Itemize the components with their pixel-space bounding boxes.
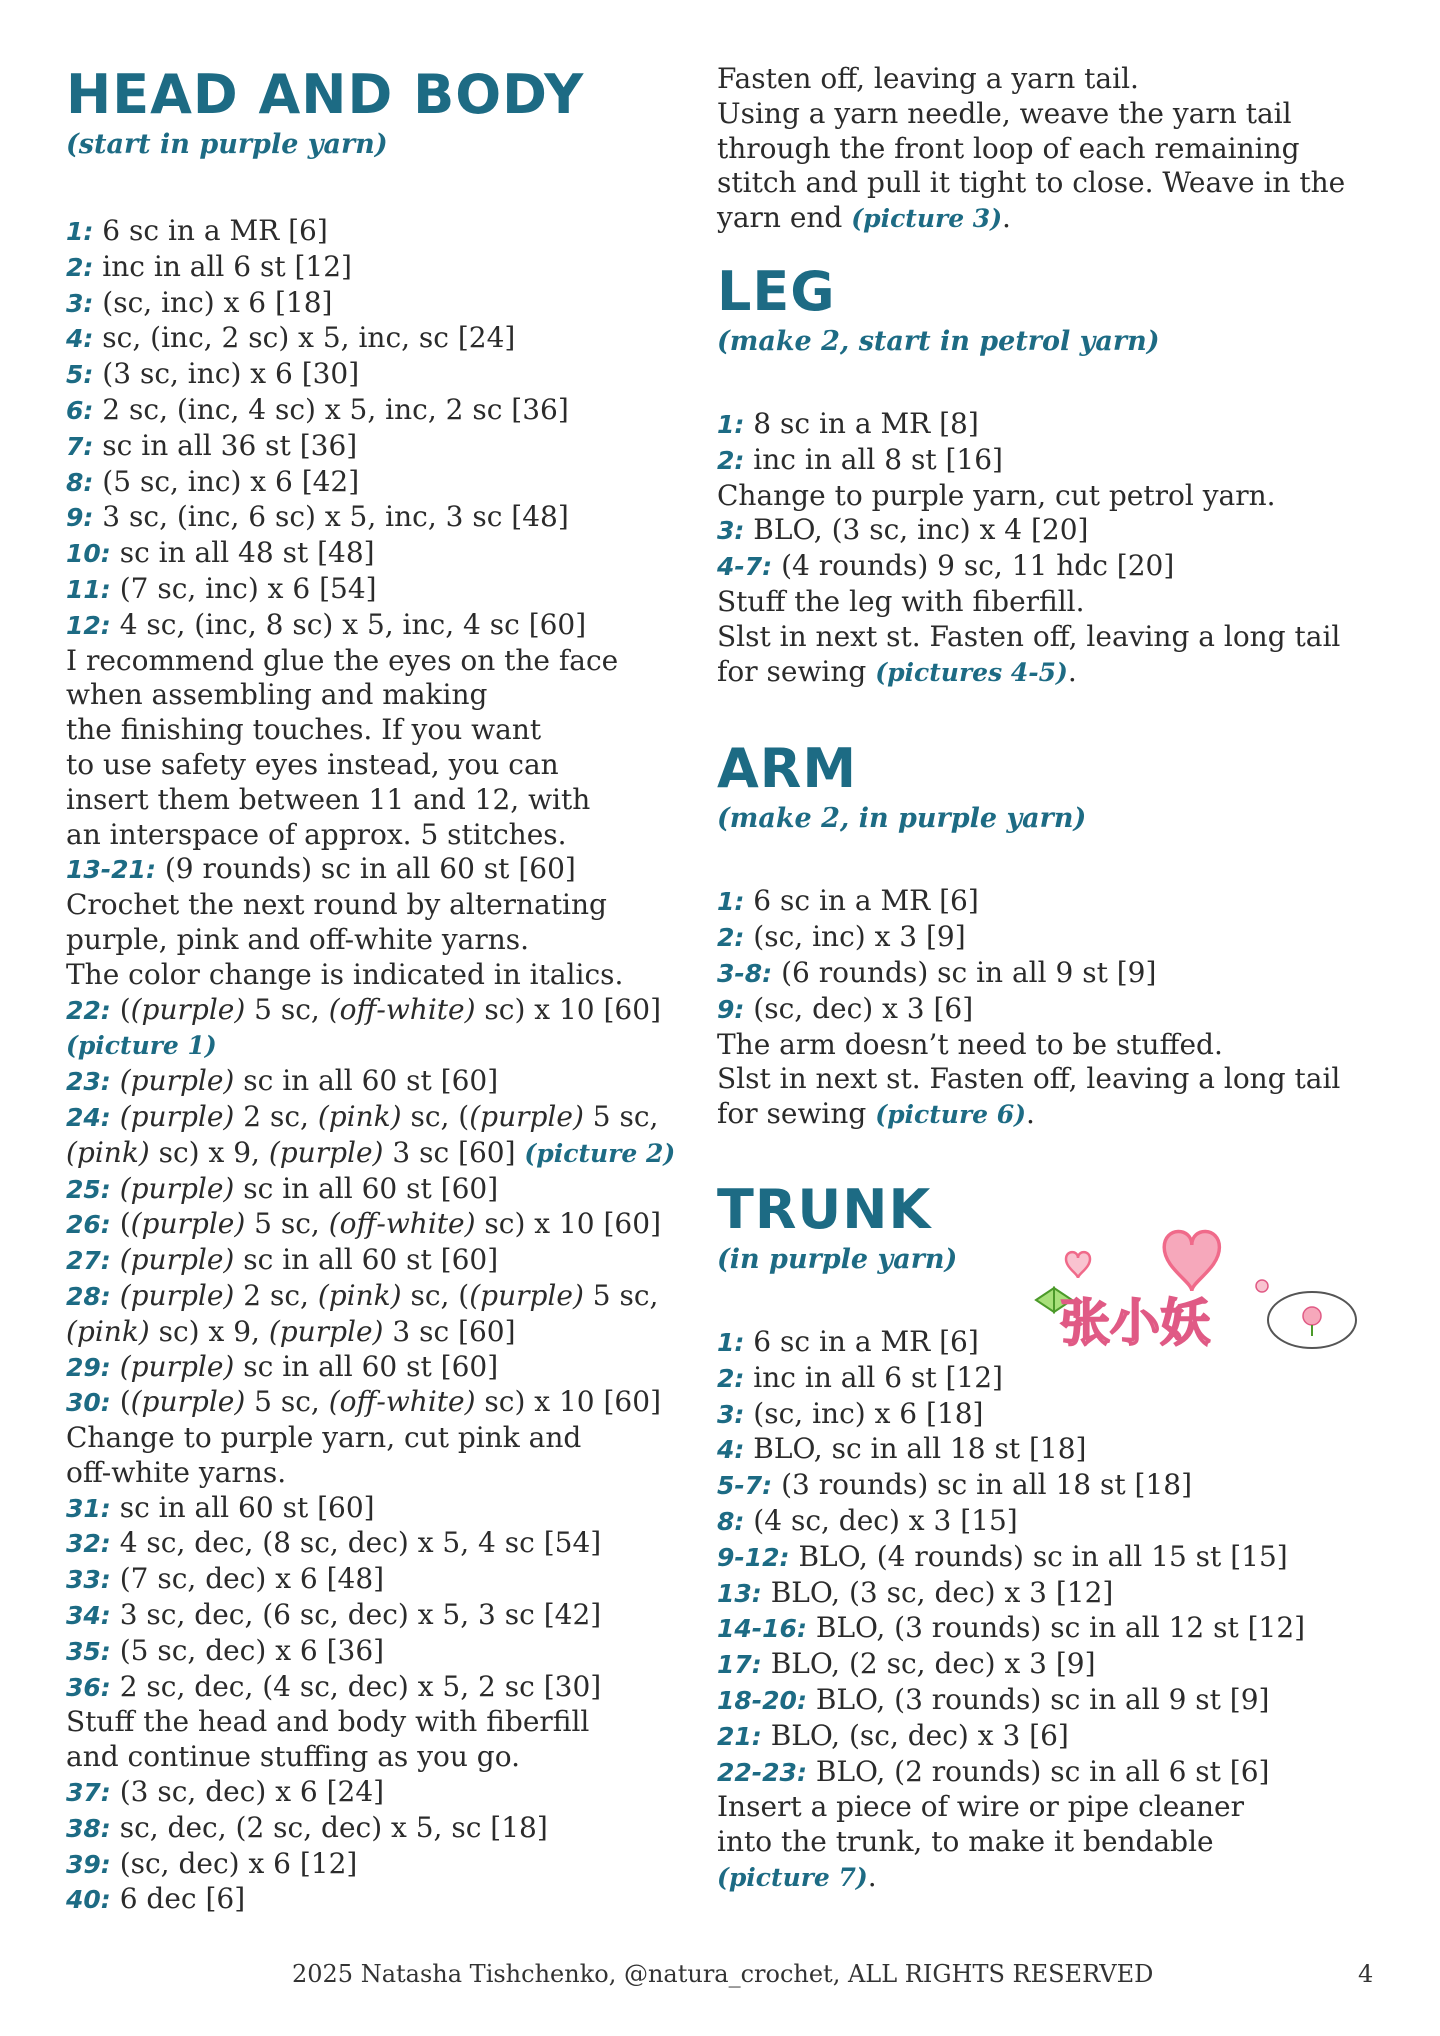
instruction-line: [66, 1811, 706, 1847]
round-number: 1:: [717, 887, 745, 917]
instruction-line: [717, 479, 1397, 514]
round-number: 24:: [66, 1102, 111, 1132]
instruction-line: [717, 1540, 1397, 1576]
instruction-text: 6 sc in a MR [6]: [744, 1324, 979, 1358]
instruction-line: [717, 1825, 1397, 1860]
picture-reference: (pictures 4-5): [875, 657, 1068, 687]
color-indicator: (purple): [119, 1278, 235, 1312]
instruction-line: [66, 1385, 706, 1421]
instruction-text: 5 sc,: [583, 1278, 659, 1312]
instruction-text: .: [1002, 201, 1011, 235]
instruction-line: [66, 572, 706, 608]
trunk-title: TRUNK: [717, 1177, 932, 1241]
round-number: 8:: [717, 1506, 745, 1536]
sticker-decoration: [1030, 1222, 1360, 1392]
round-number: 1:: [717, 1327, 745, 1357]
round-number: 6:: [66, 395, 94, 425]
instruction-line: [66, 1064, 706, 1100]
instruction-text: 5 sc,: [245, 1207, 329, 1241]
instruction-text: to use safety eyes instead, you can: [66, 747, 559, 781]
instruction-text: into the trunk, to make it bendable: [717, 1825, 1214, 1859]
instruction-line: [66, 1775, 706, 1811]
instruction-text: Slst in next st. Fasten off, leaving a long tail: [717, 619, 1341, 653]
round-number: 10:: [66, 539, 111, 569]
instruction-text: Stuff the leg with fiberfill.: [717, 584, 1085, 618]
instruction-text: sc in all 60 st [60]: [234, 1064, 499, 1098]
footer-copyright: 2025 Natasha Tishchenko, @natura_crochet, ALL RIGHTS RESERVED: [292, 1960, 1154, 1988]
instruction-line: [66, 1562, 706, 1598]
instruction-text: sc) x 10 [60]: [475, 1207, 661, 1241]
page-number: 4: [1358, 1960, 1374, 1988]
round-number: 31:: [66, 1493, 111, 1523]
instruction-line: [66, 1172, 706, 1208]
right-column: [717, 0, 1397, 1896]
instruction-line: [66, 250, 706, 286]
instruction-line: [717, 992, 1397, 1028]
color-indicator: (purple): [268, 1314, 384, 1348]
trunk-subtitle: (in purple yarn): [717, 1243, 958, 1275]
instruction-text: sc in all 60 st [60]: [234, 1349, 499, 1383]
round-number: 8:: [66, 467, 94, 497]
picture-reference: (picture 3): [851, 204, 1003, 234]
instruction-line: [66, 923, 706, 958]
instruction-line: [66, 357, 706, 393]
round-number: 34:: [66, 1601, 111, 1631]
instruction-text: when assembling and making: [66, 678, 488, 712]
head-body-subtitle: (start in purple yarn): [66, 129, 388, 160]
instruction-line: [66, 1315, 706, 1350]
head-body-title: HEAD AND BODY: [66, 63, 585, 126]
instruction-line: [66, 958, 706, 993]
instruction-line: [66, 644, 706, 679]
leg-instructions: [717, 407, 1397, 690]
instruction-text: The color change is indicated in italics.: [66, 957, 624, 991]
instruction-text: and continue stuffing as you go.: [66, 1740, 520, 1774]
round-number: 35:: [66, 1636, 111, 1666]
instruction-line: [66, 852, 706, 888]
instruction-text: (7 sc, dec) x 6 [48]: [110, 1562, 385, 1596]
instruction-text: sc, dec, (2 sc, dec) x 5, sc [18]: [110, 1810, 548, 1844]
instruction-text: BLO, (2 rounds) sc in all 6 st [6]: [806, 1754, 1270, 1788]
instruction-line: [717, 132, 1397, 167]
instruction-line: [717, 407, 1397, 443]
instruction-text: stitch and pull it tight to close. Weave in the: [717, 166, 1346, 200]
instruction-line: [66, 1882, 706, 1918]
round-number: 3:: [717, 1399, 745, 1429]
instruction-line: [66, 1526, 706, 1562]
instruction-text: inc in all 6 st [12]: [744, 1360, 1003, 1394]
instruction-line: [66, 214, 706, 250]
instruction-line: [717, 585, 1397, 620]
instruction-text: 2 sc,: [234, 1278, 318, 1312]
instruction-line: [717, 1683, 1397, 1719]
instruction-text: sc in all 60 st [60]: [234, 1171, 499, 1205]
instruction-line: [717, 1028, 1397, 1063]
picture-reference: (picture 7): [717, 1862, 868, 1892]
left-column: [66, 0, 706, 1918]
instruction-line: [717, 62, 1397, 97]
instruction-text: sc, (: [401, 1278, 470, 1312]
color-indicator: (pink): [317, 1278, 402, 1312]
instruction-text: (sc, inc) x 6 [18]: [744, 1396, 984, 1430]
instruction-line: [717, 443, 1397, 479]
instruction-line: [66, 393, 706, 429]
instruction-text: (9 rounds) sc in all 60 st [60]: [155, 852, 576, 886]
instruction-text: (7 sc, inc) x 6 [54]: [110, 571, 377, 605]
instruction-text: sc in all 48 st [48]: [110, 536, 375, 570]
instruction-line: [66, 608, 706, 644]
instruction-line: [66, 500, 706, 536]
instruction-line: [717, 655, 1397, 691]
round-number: 30:: [66, 1388, 111, 1418]
dot-icon: [1256, 1280, 1268, 1292]
instruction-text: (: [110, 1385, 131, 1419]
round-number: 4:: [717, 1435, 745, 1465]
instruction-text: 2 sc,: [234, 1099, 318, 1133]
arm-title: ARM: [717, 737, 858, 801]
instruction-text: sc, (: [401, 1099, 470, 1133]
instruction-text: 3 sc, dec, (6 sc, dec) x 5, 3 sc [42]: [110, 1598, 602, 1632]
instruction-text: sc in all 60 st [60]: [234, 1243, 499, 1277]
instruction-line: [717, 513, 1397, 549]
instruction-text: Slst in next st. Fasten off, leaving a long tail: [717, 1062, 1341, 1096]
instruction-text: (5 sc, inc) x 6 [42]: [93, 464, 360, 498]
instruction-line: [66, 1350, 706, 1386]
head-body-instructions: [66, 214, 706, 1918]
round-number: 22-23:: [717, 1757, 807, 1787]
instruction-text: I recommend glue the eyes on the face: [66, 643, 619, 677]
instruction-text: for sewing: [717, 1097, 876, 1131]
instruction-line: [717, 1790, 1397, 1825]
instruction-text: 3 sc, (inc, 6 sc) x 5, inc, 3 sc [48]: [93, 500, 569, 534]
instruction-line: [66, 1136, 706, 1172]
round-number: 14-16:: [717, 1614, 807, 1644]
instruction-text: for sewing: [717, 654, 876, 688]
instruction-text: (: [110, 992, 131, 1026]
round-number: 5-7:: [717, 1471, 773, 1501]
instruction-text: 4 sc, dec, (8 sc, dec) x 5, 4 sc [54]: [110, 1526, 602, 1560]
round-number: 27:: [66, 1246, 111, 1276]
instruction-text: sc, (inc, 2 sc) x 5, inc, sc [24]: [93, 321, 516, 355]
picture-reference: (picture 2): [524, 1138, 676, 1168]
round-number: 26:: [66, 1210, 111, 1240]
instruction-line: [66, 818, 706, 853]
instruction-text: Change to purple yarn, cut petrol yarn.: [717, 478, 1276, 512]
instruction-text: (3 sc, dec) x 6 [24]: [110, 1775, 385, 1809]
instruction-text: an interspace of approx. 5 stitches.: [66, 817, 567, 851]
small-heart-icon: [1066, 1252, 1090, 1278]
instruction-text: Stuff the head and body with fiberfill: [66, 1705, 590, 1739]
color-indicator: (pink): [66, 1314, 150, 1348]
round-number: 17:: [717, 1650, 762, 1680]
instruction-text: 5 sc,: [245, 992, 329, 1026]
round-number: 1:: [66, 217, 94, 246]
round-number: 3:: [717, 516, 745, 546]
round-number: 2:: [717, 445, 745, 475]
round-number: 13:: [717, 1578, 762, 1608]
instruction-text: BLO, (3 rounds) sc in all 12 st [12]: [806, 1611, 1306, 1645]
arm-subtitle: (make 2, in purple yarn): [717, 803, 1087, 835]
instruction-text: (4 sc, dec) x 3 [15]: [744, 1503, 1018, 1537]
round-number: 3:: [66, 288, 94, 318]
instruction-text: BLO, (2 sc, dec) x 3 [9]: [761, 1647, 1096, 1681]
instruction-line: [717, 1719, 1397, 1755]
instruction-text: sc) x 10 [60]: [475, 992, 661, 1026]
instruction-text: inc in all 6 st [12]: [93, 249, 352, 283]
instruction-text: BLO, (4 rounds) sc in all 15 st [15]: [789, 1539, 1288, 1573]
instruction-line: [66, 1670, 706, 1706]
instruction-text: [111, 1350, 120, 1383]
instruction-text: the finishing touches. If you want: [66, 713, 542, 747]
color-indicator: (pink): [66, 1135, 150, 1169]
instruction-line: [66, 1100, 706, 1136]
instruction-line: [66, 429, 706, 465]
instruction-line: [717, 1097, 1397, 1133]
round-number: 13-21:: [66, 855, 156, 885]
instruction-text: 5 sc,: [583, 1099, 659, 1133]
color-indicator: (off-white): [328, 1207, 476, 1241]
round-number: 25:: [66, 1174, 111, 1204]
instruction-line: [717, 201, 1397, 237]
instruction-line: [66, 1243, 706, 1279]
instruction-text: .: [1067, 654, 1077, 688]
big-heart-icon: [1164, 1231, 1219, 1291]
round-number: 9:: [66, 503, 94, 533]
instruction-line: [717, 1576, 1397, 1612]
instruction-text: 4 sc, (inc, 8 sc) x 5, inc, 4 sc [60]: [110, 607, 587, 641]
instruction-text: sc) x 9,: [149, 1314, 269, 1348]
round-number: 28:: [66, 1281, 111, 1311]
round-number: 2:: [66, 252, 94, 282]
instruction-line: [717, 956, 1397, 992]
instruction-line: [717, 1468, 1397, 1504]
instruction-text: (sc, dec) x 6 [12]: [110, 1846, 358, 1880]
instruction-line: [717, 1504, 1397, 1540]
instruction-text: (sc, dec) x 3 [6]: [744, 991, 974, 1025]
color-indicator: (purple): [469, 1099, 584, 1133]
instruction-text: [111, 1064, 120, 1097]
instruction-line: [66, 1456, 706, 1491]
color-indicator: (purple): [119, 1171, 235, 1205]
instruction-line: [66, 1634, 706, 1670]
instruction-text: 6 sc in a MR [6]: [744, 884, 979, 918]
round-number: 39:: [66, 1849, 111, 1879]
round-number: 18-20:: [717, 1685, 807, 1715]
instruction-line: [66, 783, 706, 818]
instruction-text: .: [1026, 1097, 1035, 1131]
round-number: 2:: [717, 923, 745, 953]
instruction-text: (6 rounds) sc in all 9 st [9]: [772, 955, 1157, 989]
instruction-text: (3 rounds) sc in all 18 st [18]: [772, 1468, 1193, 1502]
instruction-line: [66, 1598, 706, 1634]
instruction-text: Change to purple yarn, cut pink and: [66, 1421, 582, 1455]
color-indicator: (purple): [119, 1243, 235, 1277]
color-indicator: (pink): [317, 1099, 402, 1133]
flower-bubble-icon: [1268, 1292, 1356, 1348]
instruction-text: sc) x 9,: [149, 1135, 269, 1169]
instruction-line: [66, 1279, 706, 1315]
color-indicator: (purple): [469, 1278, 584, 1312]
round-number: 11:: [66, 574, 111, 604]
round-number: 40:: [66, 1885, 111, 1915]
instruction-line: [717, 884, 1397, 920]
instruction-line: [717, 549, 1397, 585]
round-number: 37:: [66, 1778, 111, 1808]
round-number: 23:: [66, 1067, 111, 1097]
instruction-text: Insert a piece of wire or pipe cleaner: [717, 1790, 1244, 1824]
instruction-text: (sc, inc) x 3 [9]: [744, 920, 966, 954]
instruction-text: Using a yarn needle, weave the yarn tail: [717, 96, 1292, 130]
instruction-line: [66, 1705, 706, 1740]
instruction-line: [66, 993, 706, 1029]
round-number: 12:: [66, 610, 111, 640]
instruction-line: [66, 1740, 706, 1775]
instruction-line: [66, 1207, 706, 1243]
instruction-line: [717, 1860, 1397, 1896]
instruction-line: [66, 321, 706, 357]
instruction-line: [66, 748, 706, 783]
instruction-line: [717, 1432, 1397, 1468]
round-number: 38:: [66, 1813, 111, 1843]
round-number: 33:: [66, 1565, 111, 1595]
instruction-line: [717, 1397, 1397, 1433]
instruction-text: 8 sc in a MR [8]: [744, 406, 979, 440]
instruction-text: 6 sc in a MR [6]: [93, 214, 328, 247]
instruction-text: purple, pink and off-white yarns.: [66, 922, 530, 956]
instruction-text: 2 sc, dec, (4 sc, dec) x 5, 2 sc [30]: [110, 1669, 602, 1703]
instruction-line: [717, 97, 1397, 132]
instruction-text: [111, 1100, 120, 1133]
instruction-text: (sc, inc) x 6 [18]: [93, 285, 333, 319]
instruction-text: [111, 1279, 120, 1312]
instruction-text: .: [867, 1859, 877, 1893]
instruction-line: [66, 465, 706, 501]
color-indicator: (purple): [130, 992, 246, 1026]
instruction-text: sc) x 10 [60]: [475, 1385, 661, 1419]
picture-reference: (picture 1): [66, 1031, 217, 1061]
color-indicator: (purple): [130, 1385, 246, 1419]
instruction-line: [66, 1421, 706, 1456]
arm-instructions: [717, 884, 1397, 1133]
instruction-text: off-white yarns.: [66, 1455, 287, 1489]
picture-reference: (picture 6): [875, 1100, 1026, 1130]
instruction-line: [66, 536, 706, 572]
instruction-text: insert them between 11 and 12, with: [66, 782, 591, 816]
instruction-line: [66, 286, 706, 322]
round-number: 4-7:: [717, 552, 773, 582]
instruction-text: 2 sc, (inc, 4 sc) x 5, inc, 2 sc [36]: [93, 392, 569, 426]
instruction-text: 3 sc [60]: [383, 1314, 516, 1348]
instruction-line: [66, 1028, 706, 1064]
instruction-line: [717, 1755, 1397, 1791]
color-indicator: (purple): [119, 1349, 235, 1383]
round-number: 3-8:: [717, 958, 773, 988]
instruction-line: [66, 678, 706, 713]
instruction-text: sc in all 60 st [60]: [110, 1490, 375, 1524]
instruction-text: (: [110, 1207, 131, 1241]
round-number: 1:: [717, 409, 745, 439]
sticker-text: 张小妖: [1060, 1294, 1210, 1352]
instruction-line: [66, 713, 706, 748]
instruction-line: [66, 888, 706, 923]
color-indicator: (off-white): [328, 992, 476, 1026]
round-number: 29:: [66, 1352, 111, 1382]
leg-subtitle: (make 2, start in petrol yarn): [717, 325, 1160, 357]
color-indicator: (purple): [119, 1099, 235, 1133]
instruction-text: [111, 1243, 120, 1276]
instruction-text: (3 sc, inc) x 6 [30]: [93, 357, 360, 391]
instruction-text: 5 sc,: [245, 1385, 329, 1419]
instruction-text: through the front loop of each remaining: [717, 131, 1300, 165]
color-indicator: (purple): [130, 1207, 246, 1241]
round-number: 7:: [66, 431, 94, 461]
round-number: 9:: [717, 994, 745, 1024]
instruction-text: BLO, (3 rounds) sc in all 9 st [9]: [806, 1682, 1270, 1716]
instruction-text: BLO, sc in all 18 st [18]: [744, 1432, 1087, 1466]
instruction-line: [717, 620, 1397, 655]
instruction-text: The arm doesn’t need to be stuffed.: [717, 1027, 1223, 1061]
instruction-text: inc in all 8 st [16]: [744, 442, 1003, 476]
instruction-text: sc in all 36 st [36]: [93, 428, 358, 462]
leg-title: LEG: [717, 259, 836, 323]
instruction-text: 3 sc [60]: [383, 1135, 525, 1169]
closing-instructions: [717, 62, 1397, 237]
round-number: 22:: [66, 995, 111, 1025]
round-number: 4:: [66, 324, 94, 354]
color-indicator: (purple): [268, 1135, 384, 1169]
instruction-text: BLO, (sc, dec) x 3 [6]: [761, 1718, 1069, 1752]
instruction-text: BLO, (3 sc, dec) x 3 [12]: [761, 1575, 1114, 1609]
round-number: 9-12:: [717, 1542, 790, 1572]
instruction-text: BLO, (3 sc, inc) x 4 [20]: [744, 513, 1089, 547]
round-number: 2:: [717, 1363, 745, 1393]
round-number: 36:: [66, 1672, 111, 1702]
instruction-text: Fasten off, leaving a yarn tail.: [717, 62, 1139, 95]
instruction-line: [717, 166, 1397, 201]
round-number: 5:: [66, 360, 94, 390]
instruction-text: [111, 1172, 120, 1205]
instruction-text: (4 rounds) 9 sc, 11 hdc [20]: [772, 549, 1175, 583]
instruction-text: Crochet the next round by alternating: [66, 888, 607, 922]
round-number: 21:: [717, 1721, 762, 1751]
instruction-text: (5 sc, dec) x 6 [36]: [110, 1633, 385, 1667]
instruction-line: [717, 1611, 1397, 1647]
instruction-text: 6 dec [6]: [110, 1882, 246, 1916]
instruction-line: [717, 1062, 1397, 1097]
color-indicator: (purple): [119, 1064, 235, 1098]
instruction-line: [66, 1847, 706, 1883]
trunk-instructions: [717, 1325, 1397, 1896]
instruction-text: yarn end: [717, 201, 852, 235]
round-number: 32:: [66, 1529, 111, 1559]
instruction-line: [66, 1491, 706, 1527]
instruction-line: [717, 920, 1397, 956]
color-indicator: (off-white): [328, 1385, 476, 1419]
instruction-line: [717, 1647, 1397, 1683]
